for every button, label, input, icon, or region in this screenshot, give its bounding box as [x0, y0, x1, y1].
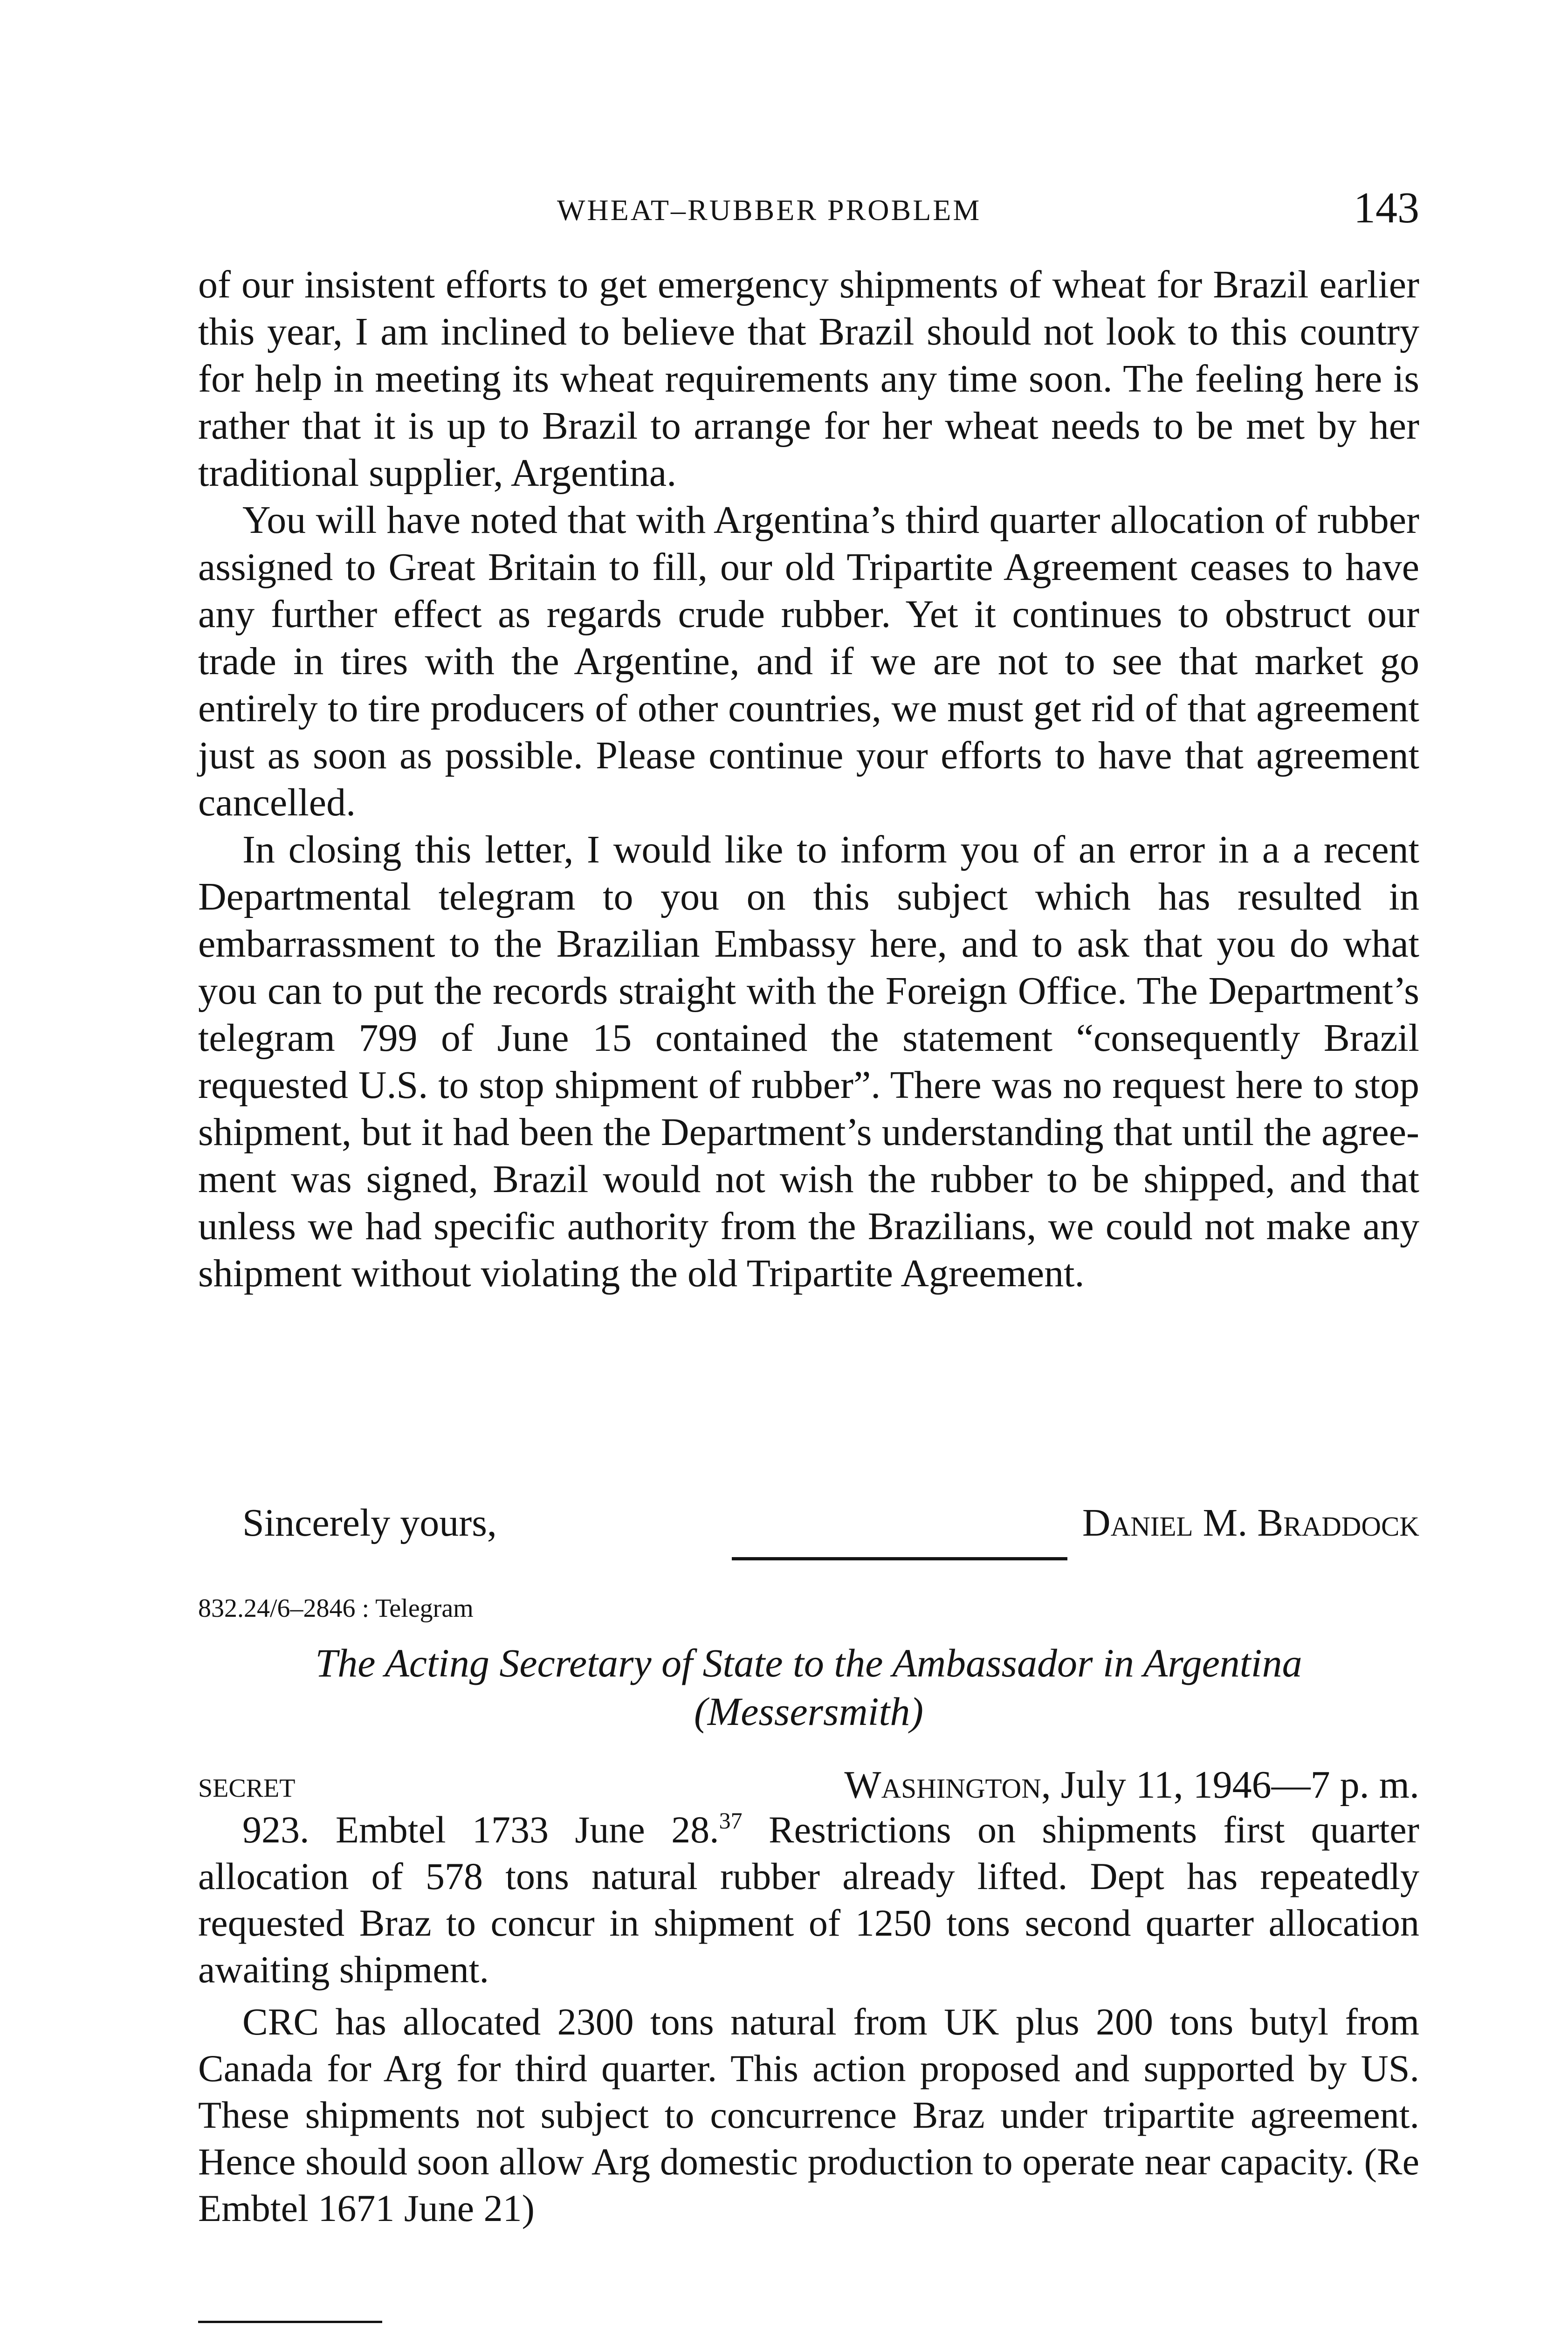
place: Washington, — [844, 1763, 1051, 1807]
letter-paragraph-tripartite: You will have noted that with Argentina’s third quarter allocation of rubber assigned to Great Britain to fill, our old Tripartite Agreement ceases to have any further effect as regards crude rubber. Yet it continues to obstruct our trade in tires with the Argentine, and if we are not to see that market go entirely to tire producers of other countries, we must get rid of that agreement just as soon as possible. Please continue your efforts to have that agreement cancelled. — [198, 498, 1419, 824]
page-number: 143 — [1354, 184, 1419, 232]
document-title — [198, 1639, 1419, 1736]
date: July 11, 1946—7 p. m. — [1060, 1763, 1419, 1807]
letter-paragraph-closing: In closing this letter, I would like to inform you of an error in a a recent Departmental telegram to you on this subject which has resulted in embarrassment to the Brazilian Embassy here, and to ask that you do what you can to put the records straight with the Foreign Office. The Department’s telegram 799 of June 15 contained the statement “consequently Brazil requested U.S. to stop shipment of rubber”. There was no request here to stop shipment, but it had been the Department’s understanding that until the agreement was signed, Brazil would not wish the rubber to be shipped, and that unless we had specific authority from the Brazilians, we could not make any shipment without violating the old Tripartite Agreement. — [198, 828, 1419, 1295]
telegram-paragraph-1-rest: Restrictions on shipments first quarter allocation of 578 tons natural rubber already lifted. Dept has repeatedly requested Braz to concur in shipment of 1250 tons second quarter allocation awaiting shipment. — [198, 1808, 1419, 1991]
place-and-date — [844, 1762, 1419, 1807]
letter-body — [198, 261, 1419, 1297]
running-head — [198, 183, 1419, 239]
telegram-paragraph-2: CRC has allocated 2300 tons natural from UK plus 200 tons butyl from Canada for Arg for third quarter. This action proposed and supported by US. These shipments not subject to concurrence Braz under tripartite agreement. Hence should soon allow Arg domestic production to operate near capacity. (Re Embtel 1671 June 21) — [198, 2000, 1419, 2229]
document-page — [198, 0, 1419, 2331]
letter-closing — [198, 1500, 1419, 1552]
file-number: 832.24/6–2846 : Telegram — [198, 1594, 474, 1623]
telegram-paragraph-1-lead: 923. Embtel 1733 June 28. — [242, 1808, 719, 1851]
letter-paragraph-continued: of our insistent efforts to get emergency shipments of wheat for Brazil earlier this year, I am inclined to believe that Brazil should not look to this country for help in meeting its wheat requirements any time soon. The feeling here is rather that it is up to Brazil to arrange for her wheat needs to be met by her traditional supplier, Argentina. — [198, 263, 1419, 495]
footnote-reference: 37 — [719, 1807, 743, 1834]
telegram-paragraph-1 — [198, 1807, 1419, 1993]
document-title-line-1: The Acting Secretary of State to the Ambassador in Argentina — [315, 1641, 1302, 1685]
dateline — [198, 1762, 1419, 1814]
section-divider — [732, 1557, 1067, 1560]
document-title-line-2: (Messersmith) — [694, 1689, 924, 1734]
classification-label: SECRET — [198, 1774, 296, 1803]
salutation: Sincerely yours, — [242, 1501, 497, 1545]
running-title: WHEAT–RUBBER PROBLEM — [557, 193, 982, 227]
telegram-body — [198, 1807, 1419, 2232]
footnote-divider — [198, 2321, 382, 2323]
signature: Daniel M. Braddock — [1082, 1501, 1419, 1545]
